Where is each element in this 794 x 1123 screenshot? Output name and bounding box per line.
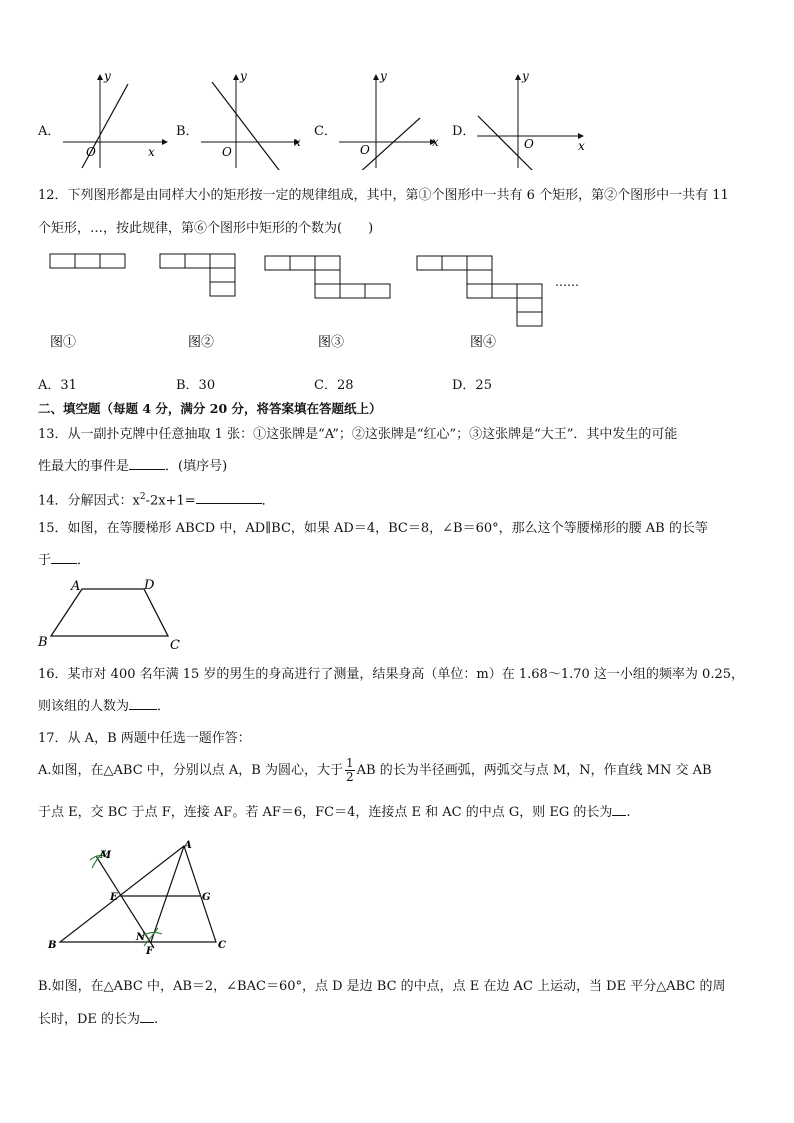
q11-options [0,70,794,180]
q17a-line2-prefix: 于点 E，交 BC 于点 F，连接 AF。若 AF＝6，FC＝4，连接点 E 和 AC 的中点 G，则 EG 的长为 [38,805,613,820]
q16-line2-suffix: ． [157,699,171,714]
q14-prefix: 14．分解因式：x [38,493,140,509]
q12-text-line1: 12．下列图形都是由同样大小的矩形按一定的规律组成，其中，第①个图形中一共有 6 个矩形，第②个图形中一共有 11 [38,188,729,203]
q17a-suffix: AB 的长为半径画弧，两弧交与点 M，N，作直线 MN 交 AB [356,763,712,778]
q15-point-b: B [38,635,48,650]
q12-ellipsis: …… [555,275,579,289]
q12-option-c: C．28 [314,378,354,393]
q11-option-c-label: C． [314,124,337,139]
q11-d-x-label: x [578,139,585,153]
q15-line2-suffix: ． [77,553,91,568]
q11-a-y-label: y [104,70,111,83]
q14-exponent: 2 [139,492,146,502]
q17a-point-f: F [146,946,154,956]
q15-text-line2 [38,551,90,570]
q17a-point-c: C [218,940,226,951]
q11-d-y-label: y [522,70,529,83]
q17a-text-line1 [38,756,712,786]
q14-answer-blank[interactable] [196,491,262,504]
q17a-line2-suffix: . [626,805,631,820]
q14-text [38,488,275,510]
q11-c-x-label: x [432,135,439,149]
q17a-point-e: E [110,892,118,903]
q17a-point-b: B [48,940,57,951]
q11-b-x-label: x [294,135,301,149]
q17b-text-line1: B.如图，在△ABC 中，AB＝2，∠BAC＝60°，点 D 是边 BC 的中点，点 E 在边 AC 上运动，当 DE 平分△ABC 的周 [38,979,726,994]
q11-option-c-graph [334,70,444,170]
q11-a-origin-label: O [86,145,96,159]
q12-option-d: D．25 [452,378,492,393]
q13-answer-blank[interactable] [129,457,165,470]
q15-trapezoid-figure [34,576,194,656]
q14-suffix: ． [261,493,275,509]
q12-fig2-label: 图② [188,335,215,350]
q17b-line2-suffix: . [154,1012,159,1027]
q17a-point-n: N [136,932,146,943]
section2-title: 二、填空题（每题 4 分，满分 20 分，将答案填在答题纸上） [38,401,382,416]
q13-text-line1: 13．从一副扑克牌中任意抽取 1 张：①这张牌是“A”；②这张牌是“红心”；③这张牌是“大王”．其中发生的可能 [38,427,678,442]
q11-c-y-label: y [380,70,387,83]
q12-text-line2: 个矩形，…，按此规律，第⑥个图形中矩形的个数为( ) [38,221,374,236]
q16-line2-prefix: 则该组的人数为 [38,699,130,714]
q11-option-a-label: A． [38,124,61,139]
q17a-frac-numerator: 1 [346,756,354,770]
q11-option-a-graph [58,70,168,170]
q16-text-line2 [38,697,170,716]
q17a-triangle-figure [44,836,244,956]
q11-option-b-graph [196,70,306,170]
q11-a-x-label: x [148,145,155,159]
q11-d-origin-label: O [524,137,534,151]
q11-option-d-graph [472,70,592,170]
q12-option-a: A．31 [38,378,77,393]
q11-b-origin-label: O [222,145,232,159]
q12-fig4-label: 图④ [470,335,497,350]
q13-text-line2 [38,457,227,476]
q16-text-line1: 16．某市对 400 名年满 15 岁的男生的身高进行了测量，结果身高（单位：m）在 1.68～1.70 这一小组的频率为 0.25， [38,667,744,682]
q17a-prefix: A.如图，在△ABC 中，分别以点 A，B 为圆心，大于 [38,763,343,778]
q11-c-origin-label: O [360,143,370,157]
q17a-point-m: M [100,850,112,861]
q12-option-b: B．30 [176,378,216,393]
q17b-text-line2 [38,1010,158,1029]
q17b-line2-prefix: 长时，DE 的长为 [38,1012,141,1027]
q15-point-c: C [170,638,180,653]
q12-fig3-label: 图③ [318,335,345,350]
q17a-point-a: A [184,840,192,851]
q15-point-a: A [71,579,81,594]
q15-answer-blank[interactable] [51,551,77,564]
q16-answer-blank[interactable] [129,697,157,710]
q17a-fraction [345,757,355,784]
q17b-answer-blank[interactable] [140,1010,154,1023]
q12-fig1-label: 图① [50,335,77,350]
q17a-point-g: G [202,892,211,903]
q11-option-d-label: D． [452,124,476,139]
q11-option-b-label: B． [176,124,199,139]
q11-b-y-label: y [240,70,247,83]
q15-line2-prefix: 于 [38,553,52,568]
q17a-frac-denominator: 2 [346,770,354,784]
q12-figures [40,248,600,360]
q17a-text-line2 [38,803,631,822]
q13-line2-prefix: 性最大的事件是 [38,459,130,474]
q13-line2-suffix: ．(填序号) [165,459,228,474]
q15-point-d: D [144,578,155,593]
q17a-answer-blank[interactable] [612,803,626,816]
q14-middle: -2x+1= [145,493,196,509]
q17-intro: 17．从 A，B 两题中任选一题作答： [38,731,251,746]
q15-text-line1: 15．如图，在等腰梯形 ABCD 中，AD∥BC，如果 AD＝4，BC＝8，∠B＝60°，那么这个等腰梯形的腰 AB 的长等 [38,521,708,536]
